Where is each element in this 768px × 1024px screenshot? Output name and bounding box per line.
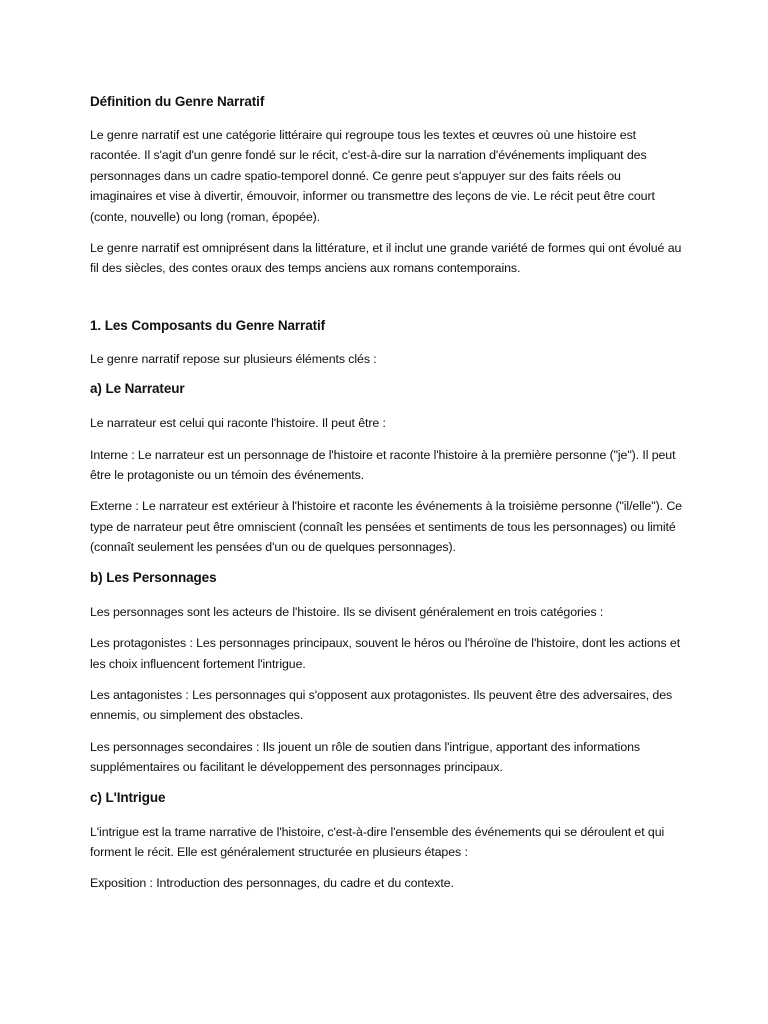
paragraph: Les protagonistes : Les personnages principaux, souvent le héros ou l'héroïne de l'histoire, dont les actions et les choix influencent fortement l'intrigue. xyxy=(90,636,681,671)
paragraph: Externe : Le narrateur est extérieur à l'histoire et raconte les événements à la troisième personne ("il/elle"). Ce type de narrateur peut être omniscient (connaît les pensées et sentiments de tous les personnages) ou limité (connaît seulement les pensées d'un ou de quelques personnages). xyxy=(90,499,682,555)
paragraph: Interne : Le narrateur est un personnage de l'histoire et raconte l'histoire à la première personne ("je"). Il peut être le protagoniste ou un témoin des événements. xyxy=(90,447,676,483)
paragraph: Les personnages sont les acteurs de l'histoire. Ils se divisent généralement en trois catégories : xyxy=(90,604,604,619)
intro-paragraph: Le genre narratif est omniprésent dans la littérature, et il inclut une grande variété de formes qui ont évolué au fil des siècles, des contes oraux des temps anciens aux romans contemporains. xyxy=(90,241,682,276)
document-title: Définition du Genre Narratif xyxy=(90,94,265,109)
section-heading: 1. Les Composants du Genre Narratif xyxy=(90,317,326,333)
intro-paragraph: Le genre narratif est une catégorie littéraire qui regroupe tous les textes et œuvres où une histoire est racontée. Il s'agit d'un genre fondé sur le récit, c'est-à-dire sur la narration d'événements impliquant des personnages dans un cadre spatio-temporel donné. Ce genre peut s'appuyer sur des faits réels ou imaginaires et vise à divertir, émouvoir, informer ou transmettre des leçons de vie. Le récit peut être court (conte, nouvelle) ou long (roman, épopée). xyxy=(90,128,655,224)
subsection-heading-intrigue: c) L'Intrigue xyxy=(90,789,166,805)
subsection-heading-personnages: b) Les Personnages xyxy=(90,569,217,585)
paragraph: Exposition : Introduction des personnages, du cadre et du contexte. xyxy=(90,876,454,891)
paragraph: L'intrigue est la trame narrative de l'histoire, c'est-à-dire l'ensemble des événements qui se déroulent et qui forment le récit. Elle est généralement structurée en plusieurs étapes : xyxy=(90,824,665,859)
paragraph: Les antagonistes : Les personnages qui s'opposent aux protagonistes. Ils peuvent être des adversaires, des ennemis, ou simplement des obstacles. xyxy=(90,687,673,723)
document-page xyxy=(90,93,686,905)
subsection-heading-narrateur: a) Le Narrateur xyxy=(90,381,185,397)
paragraph: Le narrateur est celui qui raconte l'histoire. Il peut être : xyxy=(90,416,386,431)
paragraph: Les personnages secondaires : Ils jouent un rôle de soutien dans l'intrigue, apportant des informations supplémentaires ou facilitant le développement des personnages principaux. xyxy=(90,739,640,775)
section-intro: Le genre narratif repose sur plusieurs éléments clés : xyxy=(90,351,377,366)
